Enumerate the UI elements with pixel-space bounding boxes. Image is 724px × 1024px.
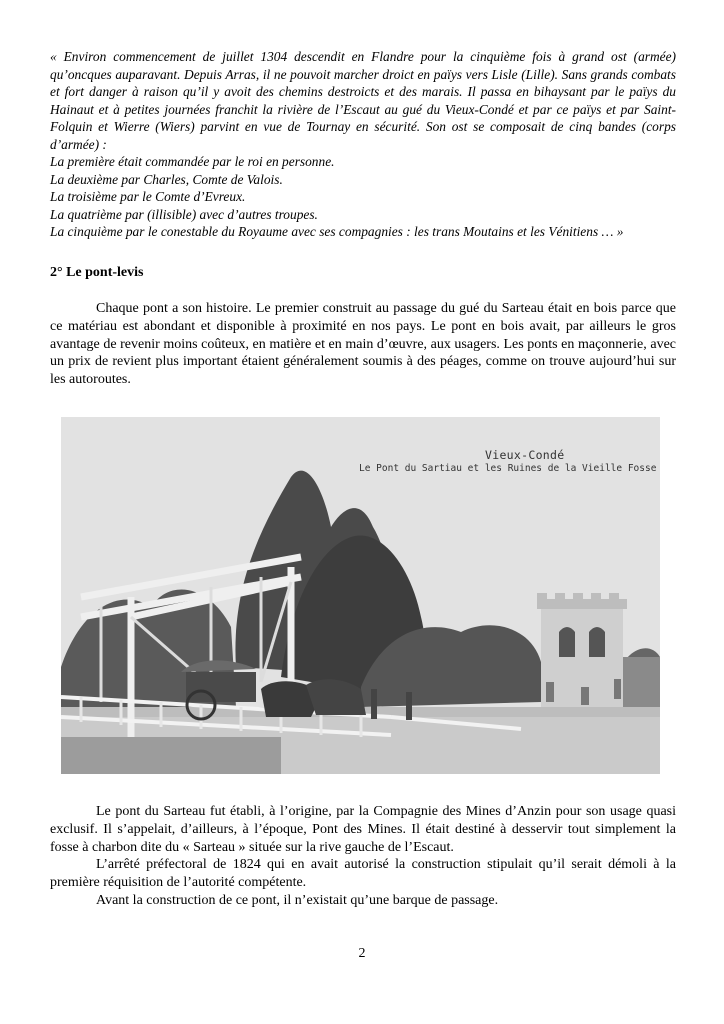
postcard-subtitle: Le Pont du Sartiau et les Ruines de la Vieille Fosse [359,463,657,474]
section-heading: 2° Le pont-levis [50,265,144,280]
quote-band-2: La deuxième par Charles, Comte de Valois. [50,171,283,187]
postcard-title: Vieux-Condé [485,448,565,462]
quote-band-5: La cinquième par le conestable du Royaume avec ses compagnies : les trans Moutains et les Vénitiens … » [50,224,624,239]
quote-intro: « Environ commencement de juillet 1304 descendit en Flandre pour la cinquième fois à grand ost (armée) qu’oncques auparavant. Depuis Arras, il ne pouvoit marcher droict en païys vers Lisle (Lille). Sans grands combats et fort danger à raison qu’il y avoit des chemins destroicts et des marais. Il passa en bihaysant par le païys du Hainaut et à petites journées franchit la rivière de l’Escaut au gué du Vieux-Condé et par ce païys et par Saint-Folquin et Wierre (Wiers) parvint en vue de Tournay en sécurité. Son ost se composait de cinq bandes (corps d’armée) : [50,49,676,152]
quote-band-4: La quatrième par (illisible) avec d’autres troupes. [50,206,318,222]
historical-quote [50,48,676,241]
body-paragraph-3: Avant la construction de ce pont, il n’existait qu’une barque de passage. [96,892,499,908]
quote-band-1: La première était commandée par le roi en personne. [50,154,335,169]
page-number: 2 [358,946,366,961]
body-paragraph-1: Le pont du Sarteau fut établi, à l’origine, par la Compagnie des Mines d’Anzin pour son usage quasi exclusif. Il s’appelait, d’ailleurs, à l’époque, Pont des Mines. Il était destiné à desservir tout simplement la fosse à charbon dite du « Sarteau » située sur la rive gauche de l’Escaut. [50,804,676,855]
intro-paragraph: Chaque pont a son histoire. Le premier construit au passage du gué du Sarteau était en bois parce que ce matériau est abondant et disponible à proximité en nos pays. Le pont en bois avait, par ailleurs le gros avantage de revenir moins coûteux, en matière et en main d’œuvre, aux usagers. Les ponts en maçonnerie, avec un prix de revient plus important étaient généralement soumis à des péages, comme on trouve aujourd’hui sur les autoroutes. [50,301,676,388]
quote-band-3: La troisième par le Comte d’Evreux. [50,189,246,204]
intro-paragraph-block [50,300,676,389]
body-paragraph-2: L’arrêté préfectoral de 1824 qui en avait autorisé la construction stipulait qu’il serait démoli à la première réquisition de l’autorité compétente. [50,857,676,891]
postcard-photo [61,417,660,774]
body-paragraphs [50,803,676,910]
